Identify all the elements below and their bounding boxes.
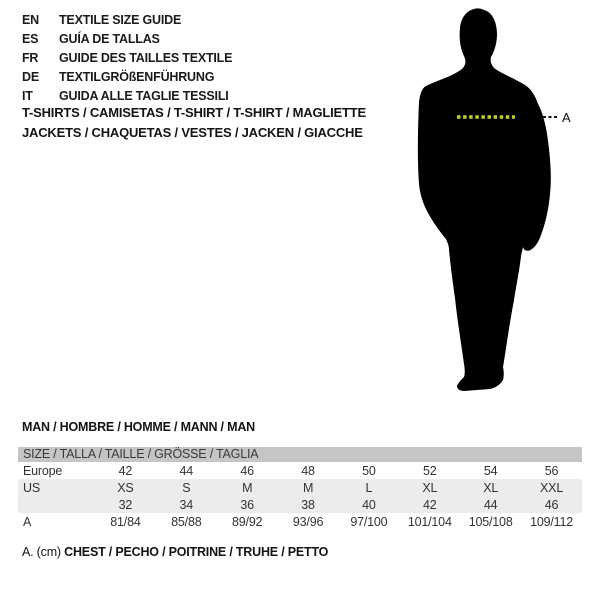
size-value: 38 — [301, 497, 315, 512]
size-value: 85/88 — [171, 514, 202, 529]
footnote-prefix: A. (cm) — [22, 545, 61, 559]
size-value: 34 — [179, 497, 194, 512]
language-label: TEXTILGRÖßENFÜHRUNG — [59, 69, 215, 84]
size-value: 48 — [301, 463, 315, 478]
size-value: S — [182, 480, 191, 495]
chest-measure-footnote — [22, 545, 328, 559]
language-row-es — [22, 29, 232, 48]
size-value: 42 — [423, 497, 437, 512]
size-value: 89/92 — [232, 514, 263, 529]
size-value: L — [365, 480, 373, 495]
size-value: 97/100 — [350, 514, 388, 529]
size-value: 52 — [423, 463, 437, 478]
language-label: TEXTILE SIZE GUIDE — [59, 12, 182, 27]
measure-label-a: A — [562, 110, 571, 125]
size-value: 50 — [362, 463, 376, 478]
row-label: A — [23, 514, 32, 529]
language-code: ES — [22, 31, 39, 46]
size-value: 93/96 — [292, 514, 324, 529]
size-value: 42 — [118, 463, 133, 478]
size-value: XXL — [540, 480, 564, 495]
table-row-us-numeric — [18, 496, 582, 513]
row-label: Europe — [23, 463, 63, 478]
language-row-en — [22, 10, 232, 29]
size-table — [18, 447, 582, 530]
row-label: US — [23, 480, 40, 495]
section-title-man: MAN / HOMBRE / HOMME / MANN / MAN — [22, 420, 255, 434]
footnote-text: CHEST / PECHO / POITRINE / TRUHE / PETTO — [64, 545, 329, 559]
language-code: DE — [22, 69, 39, 84]
table-row-chest-cm — [18, 513, 582, 530]
size-value: 32 — [118, 497, 133, 512]
language-row-fr — [22, 48, 232, 67]
size-value: 40 — [362, 497, 376, 512]
language-label: GUIDE DES TAILLES TEXTILE — [59, 50, 233, 65]
category-tshirts: T-SHIRTS / CAMISETAS / T-SHIRT / T-SHIRT / MAGLIETTE — [22, 105, 366, 120]
size-value: 105/108 — [468, 514, 513, 529]
language-label: GUIDA ALLE TAGLIE TESSILI — [59, 88, 229, 103]
size-table-header: SIZE / TALLA / TAILLE / GRÖSSE / TAGLIA — [18, 447, 582, 462]
language-row-de — [22, 67, 232, 86]
language-label: GUÍA DE TALLAS — [59, 31, 160, 46]
size-value: M — [242, 480, 253, 495]
language-list — [22, 10, 232, 105]
size-value: 109/112 — [530, 514, 573, 529]
size-value: 56 — [544, 463, 559, 478]
size-value: 54 — [483, 463, 498, 478]
size-value: M — [302, 480, 314, 495]
size-value: XL — [483, 480, 499, 495]
size-value: 36 — [240, 497, 254, 512]
size-value: 81/84 — [110, 514, 141, 529]
table-row-us — [18, 479, 582, 496]
language-code: FR — [22, 50, 39, 65]
size-value: 44 — [483, 497, 498, 512]
category-list — [22, 103, 366, 143]
size-value: 44 — [179, 463, 194, 478]
size-value: XL — [422, 480, 438, 495]
size-value: 101/104 — [407, 514, 452, 529]
man-silhouette-figure — [402, 6, 577, 391]
category-jackets: JACKETS / CHAQUETAS / VESTES / JACKEN / GIACCHE — [22, 125, 363, 140]
language-code: IT — [22, 88, 33, 103]
size-value: 46 — [240, 463, 254, 478]
table-row-europe — [18, 462, 582, 479]
size-value: XS — [117, 480, 134, 495]
language-code: EN — [22, 12, 39, 27]
man-silhouette — [418, 8, 551, 391]
size-value: 46 — [544, 497, 559, 512]
